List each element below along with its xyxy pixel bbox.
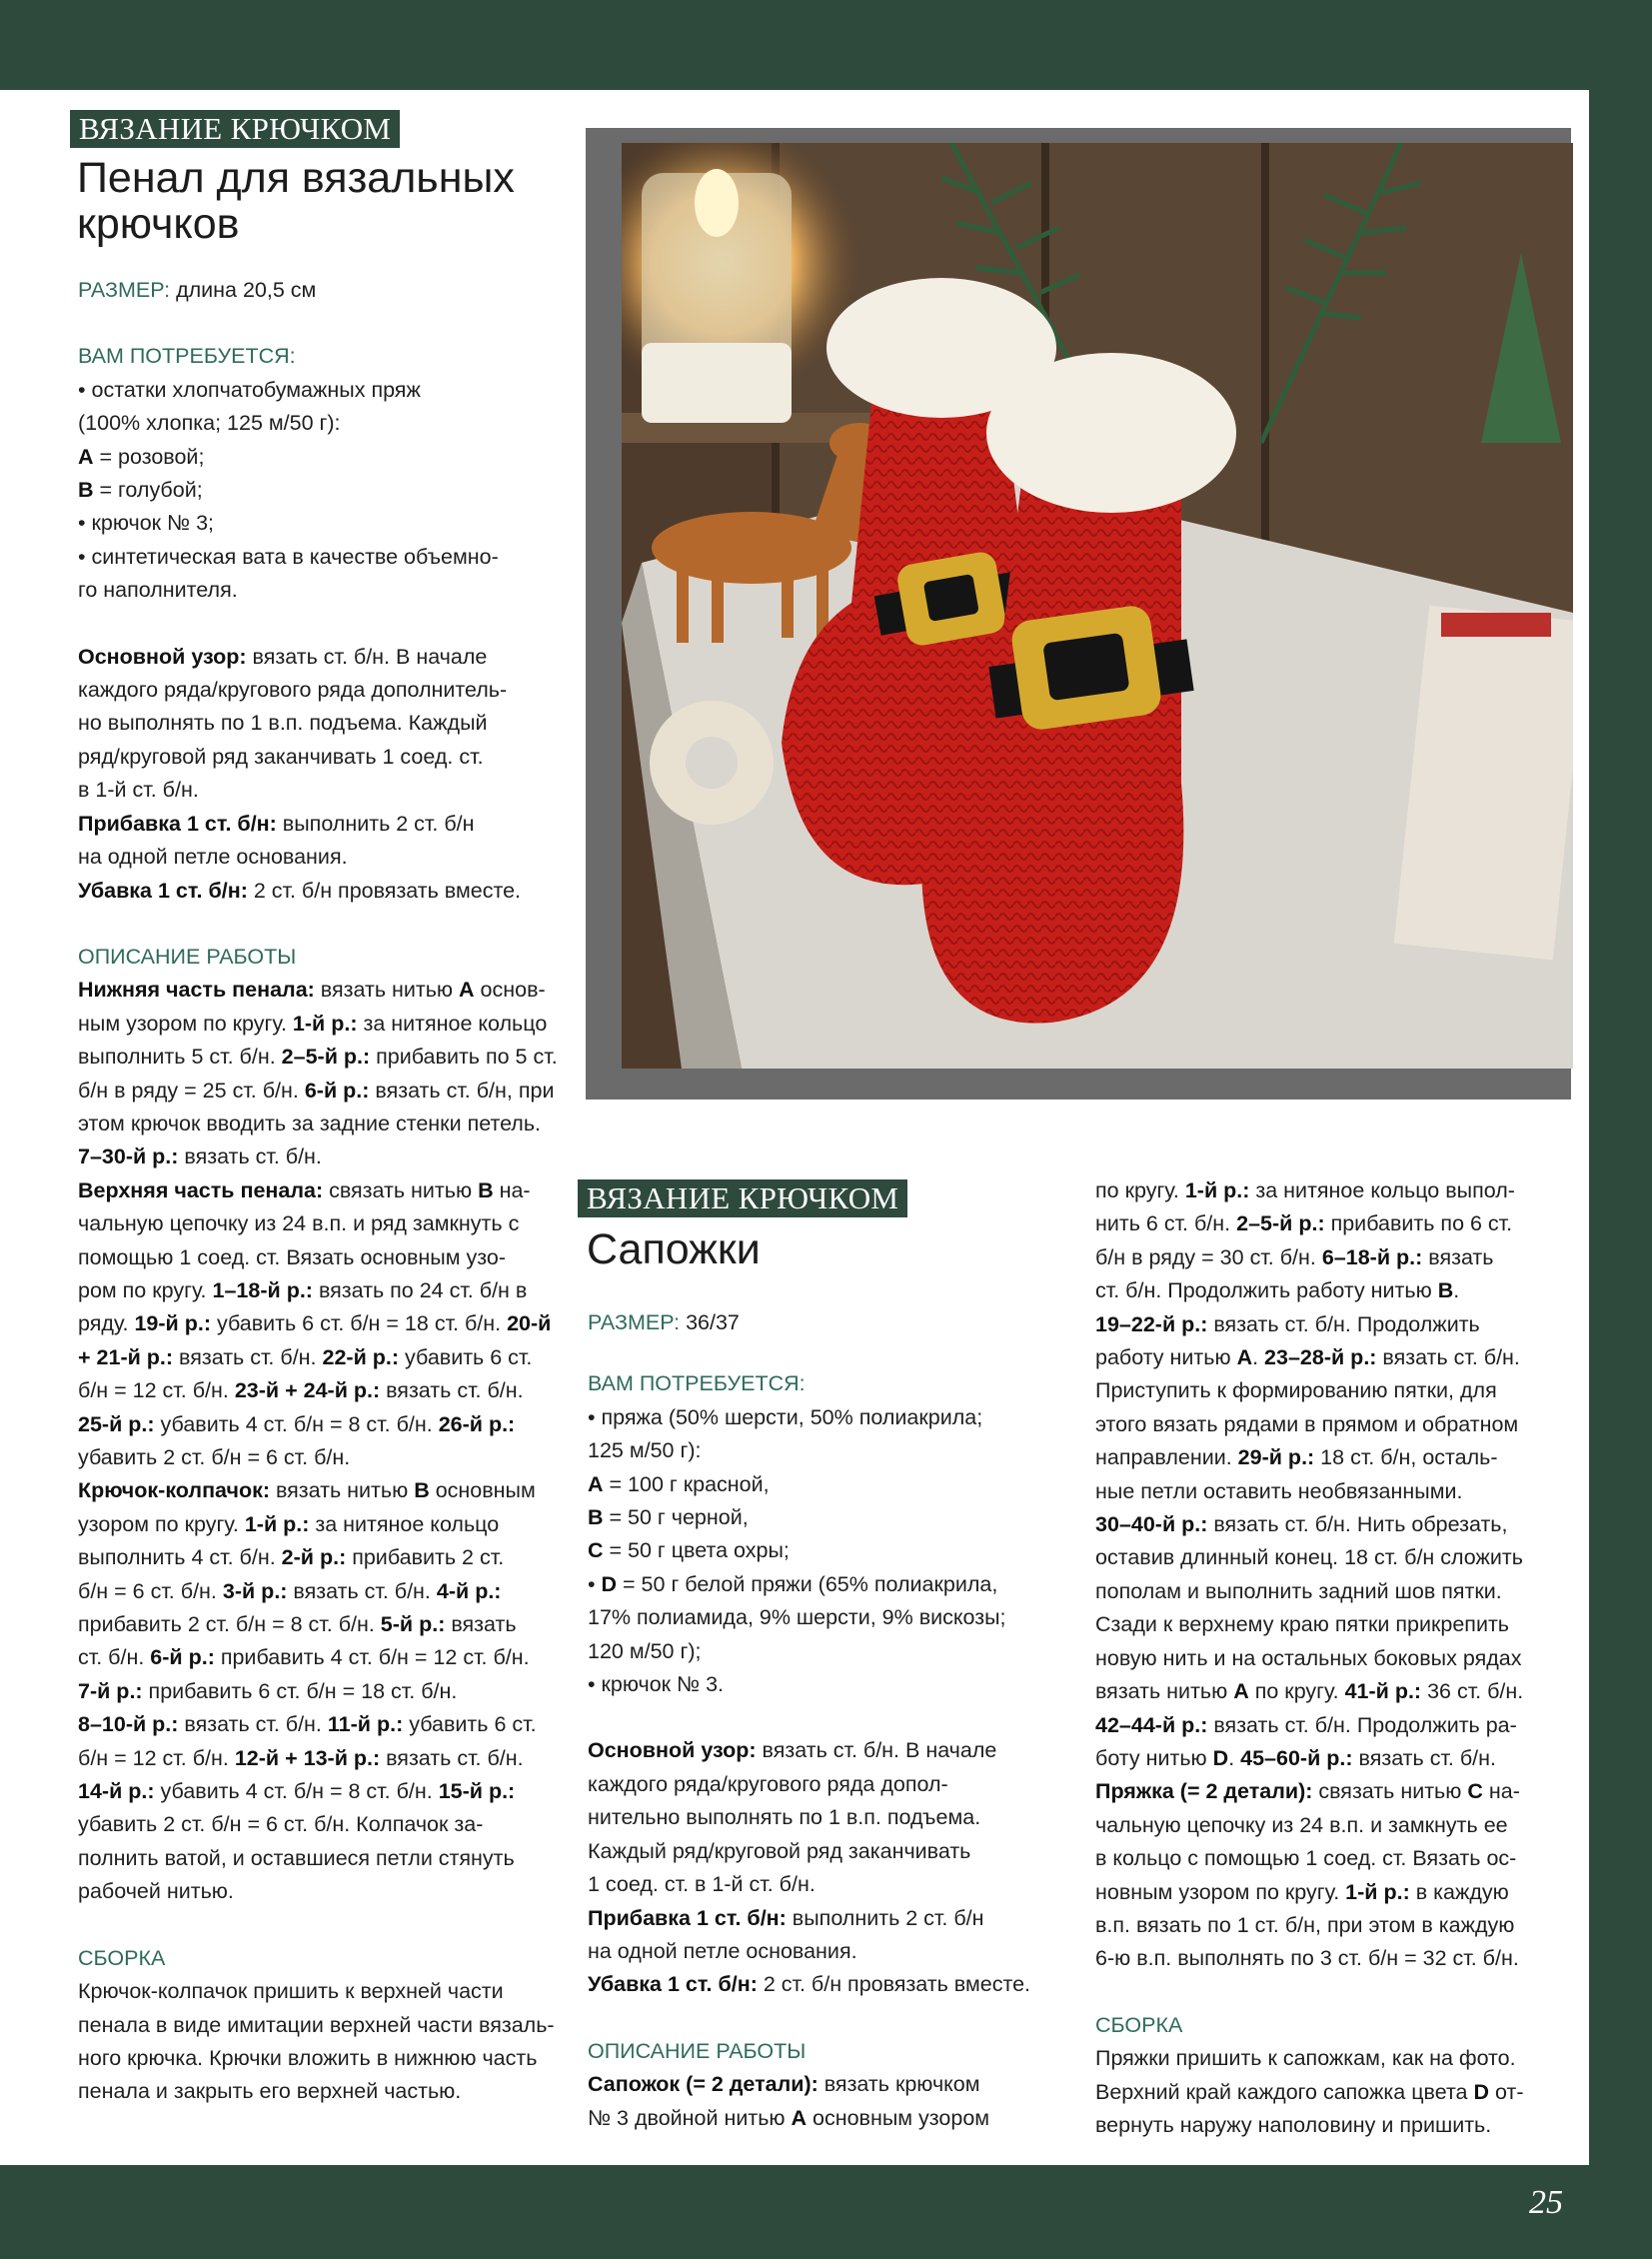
article2-text-column-left: РАЗМЕР: 36/37 ВАМ ПОТРЕБУЕТСЯ: • пряжа (50% шерсти, 50% полиакрила; 125 м/50 г): A = 100 г красной, B = 50 г черной, C = 50 г цвета охры; • D = 50 г белой пряжи (65% полиакрила, 17% полиамида, 9% шерсти, 9% вискозы; 120 м/50 г); • крючок № 3. Основной узор: вязать ст. б/н. В начале каждого ряда/кругового ряда допол- нительно выполнять по 1 в.п. подъема. Каждый ряд/круговой ряд заканчивать 1 соед. ст. в 1-й ст. б/н. Прибавка 1 ст. б/н: выполнить 2 ст. б/н на одной петле основания. Убавка 1 ст. б/н: 2 ст. б/н провязать вместе. ОПИСАНИЕ РАБОТЫ Сапожок (= 2 детали): вязать крючком № 3 двойной нитью A основным узором <box>588 1306 1087 2135</box>
section-badge: ВЯЗАНИЕ КРЮЧКОМ <box>70 110 400 148</box>
section-badge-2: ВЯЗАНИЕ КРЮЧКОМ <box>578 1179 907 1217</box>
boots-photo <box>622 143 1573 1069</box>
page-number: 25 <box>1529 2184 1563 2221</box>
needs-heading-2: ВАМ ПОТРЕБУЕТСЯ: <box>588 1371 806 1396</box>
assembly-heading-2: СБОРКА <box>1095 2012 1183 2037</box>
article-text-column: РАЗМЕР: длина 20,5 см ВАМ ПОТРЕБУЕТСЯ: • остатки хлопчатобумажных пряж (100% хлопка; 125 м/50 г): A = розовой; B = голубой; • крючок № 3; • синтетическая вата в качестве объемно- го наполнителя. Основной узор: вязать ст. б/н. В начале каждого ряда/кругового ряда дополнитель- но выполнять по 1 в.п. подъема. Каждый ряд/круговой ряд заканчивать 1 соед. ст. в 1-й ст. б/н. Прибавка 1 ст. б/н: выполнить 2 ст. б/н на одной петле основания. Убавка 1 ст. б/н: 2 ст. б/н провязать вместе. ОПИСАНИЕ РАБОТЫ Нижняя часть пенала: вязать нитью A основ- ным узором по кругу. 1-й р.: за нитяное кольцо выполнить 5 ст. б/н. 2–5-й р.: прибавить по 5 ст. б/н в ряду = 25 ст. б/н. 6-й р.: вязать ст. б/н, при этом крючок вводить за задние стенки петель. 7–30-й р.: вязать ст. б/н. Верхняя часть пенала: связать нитью B на- чальную цепочку из 24 в.п. и ряд замкнуть с помощью 1 соед. ст. Вязать основным узо- ром по кругу. 1–18-й р.: вязать по 24 ст. б/н в ряду. 19-й р.: убавить 6 ст. б/н = 18 ст. б/н. 20-й + 21-й р.: вязать ст. б/н. 22-й р.: убавить 6 ст. б/н = 12 ст. б/н. 23-й + 24-й р.: вязать ст. б/н. 25-й р.: убавить 4 ст. б/н = 8 ст. б/н. 26-й р.: убавить 2 ст. б/н = 6 ст. б/н. Крючок-колпачок: вязать нитью B основным узором по кругу. 1-й р.: за нитяное кольцо выполнить 4 ст. б/н. 2-й р.: прибавить 2 ст. б/н = 6 ст. б/н. 3-й р.: вязать ст. б/н. 4-й р.: прибавить 2 ст. б/н = 8 ст. б/н. 5-й р.: вязать ст. б/н. 6-й р.: прибавить 4 ст. б/н = 12 ст. б/н. 7-й р.: прибавить 6 ст. б/н = 18 ст. б/н. 8–10-й р.: вязать ст. б/н. 11-й р.: убавить 6 ст. б/н = 12 ст. б/н. 12-й + 13-й р.: вязать ст. б/н. 14-й р.: убавить 4 ст. б/н = 8 ст. б/н. 15-й р.: убавить 2 ст. б/н = 6 ст. б/н. Колпачок за- полнить ватой, и оставшиеся петли стянуть рабочей нитью. СБОРКА Крючок-колпачок пришить к верхней части пенала в виде имитации верхней части вязаль- ного крючка. Крючки вложить в нижнюю часть пенала и закрыть его верхней частью. <box>78 274 568 2109</box>
article2-text-column-right: по кругу. 1-й р.: за нитяное кольцо выпол- нить 6 ст. б/н. 2–5-й р.: прибавить по 6 ст. б/н в ряду = 30 ст. б/н. 6–18-й р.: вязать ст. б/н. Продолжить работу нитью B. 19–22-й р.: вязать ст. б/н. Продолжить работу нитью A. 23–28-й р.: вязать ст. б/н. Приступить к формированию пятки, для этого вязать рядами в прямом и обратном направлении. 29-й р.: 18 ст. б/н, осталь- ные петли оставить необвязанными. 30–40-й р.: вязать ст. б/н. Нить обрезать, оставив длинный конец. 18 ст. б/н сложить пополам и выполнить задний шов пятки. Сзади к верхнему краю пятки прикрепить новую нить и на остальных боковых рядах вязать нитью A по кругу. 41-й р.: 36 ст. б/н. 42–44-й р.: вязать ст. б/н. Продолжить ра- боту нитью D. 45–60-й р.: вязать ст. б/н. Пряжка (= 2 детали): связать нитью C на- чальную цепочку из 24 в.п. и замкнуть ее в кольцо с помощью 1 соед. ст. Вязать ос- новным узором по кругу. 1-й р.: в каждую в.п. вязать по 1 ст. б/н, при этом в каждую 6-ю в.п. выполнять по 3 ст. б/н = 32 ст. б/н. СБОРКА Пряжки пришить к сапожкам, как на фото. Верхний край каждого сапожка цвета D от- вернуть наружу наполовину и пришить. <box>1095 1174 1585 2142</box>
work-heading-2: ОПИСАНИЕ РАБОТЫ <box>588 2038 807 2063</box>
assembly-heading: СБОРКА <box>78 1945 166 1970</box>
article-title-2: Сапожки <box>587 1225 761 1273</box>
work-heading: ОПИСАНИЕ РАБОТЫ <box>78 944 297 969</box>
needs-heading: ВАМ ПОТРЕБУЕТСЯ: <box>78 344 296 369</box>
santa-boots-illustration <box>622 143 1573 1069</box>
article-title: Пенал для вязальных крючков <box>77 154 515 248</box>
